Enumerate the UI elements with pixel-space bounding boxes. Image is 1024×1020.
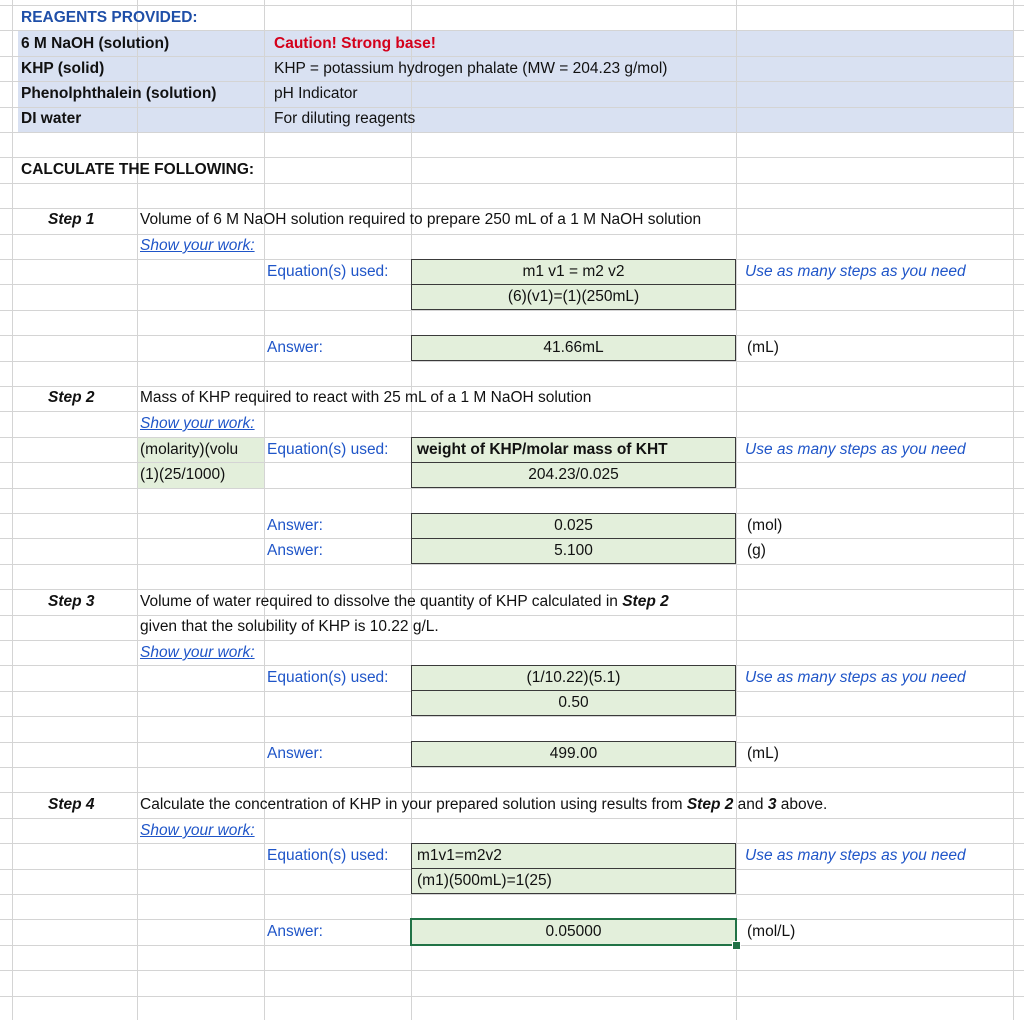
step1-description: Volume of 6 M NaOH solution required to prepare 250 mL of a 1 M NaOH solution	[140, 211, 702, 228]
step4-answer-label: Answer:	[267, 923, 323, 940]
step4-equation-cell-1[interactable]: m1v1=m2v2	[411, 843, 736, 869]
step3-answer-cell[interactable]: 499.00	[411, 741, 736, 767]
step4-desc-end: above.	[776, 796, 828, 813]
reagents-header: REAGENTS PROVIDED:	[21, 9, 198, 26]
step4-equation-cell-2[interactable]: (m1)(500mL)=1(25)	[411, 868, 736, 894]
step2-description: Mass of KHP required to react with 25 mL of a 1 M NaOH solution	[140, 389, 592, 406]
step3-description-line1	[140, 589, 669, 614]
step1-answer-cell[interactable]: 41.66mL	[411, 335, 736, 361]
reagent-note-phenolphthalein: pH Indicator	[274, 85, 358, 102]
step2-answer-cell-g[interactable]: 5.100	[411, 538, 736, 564]
step3-equations-label: Equation(s) used:	[267, 669, 389, 686]
step2-steps-note: Use as many steps as you need	[745, 441, 966, 458]
step3-equation-cell-1[interactable]: (1/10.22)(5.1)	[411, 665, 736, 691]
step2-answer-label-1: Answer:	[267, 517, 323, 534]
reagent-note-water: For diluting reagents	[274, 110, 416, 127]
reagent-name-naoh: 6 M NaOH (solution)	[21, 35, 170, 52]
step4-unit: (mol/L)	[747, 923, 796, 940]
step3-desc-text: Volume of water required to dissolve the quantity of KHP calculated in	[140, 593, 623, 610]
step1-steps-note: Use as many steps as you need	[745, 263, 966, 280]
step2-side-note-2[interactable]: (1)(25/1000)	[140, 466, 226, 483]
step4-label: Step 4	[48, 796, 95, 813]
step3-label: Step 3	[48, 593, 95, 610]
step4-answer-cell-selected[interactable]: 0.05000	[410, 918, 737, 946]
step1-unit: (mL)	[747, 339, 779, 356]
step2-unit-mol: (mol)	[747, 517, 783, 534]
step2-equation-cell-1[interactable]: weight of KHP/molar mass of KHT	[411, 437, 736, 463]
step3-answer-label: Answer:	[267, 745, 323, 762]
step2-equations-label: Equation(s) used:	[267, 441, 389, 458]
step3-desc-step-ref: Step 2	[622, 593, 669, 610]
step1-answer-label: Answer:	[267, 339, 323, 356]
step4-desc-text: Calculate the concentration of KHP in your prepared solution using results from	[140, 796, 687, 813]
step2-label: Step 2	[48, 389, 95, 406]
step4-desc-step-ref-2: Step 2	[686, 796, 734, 813]
fill-handle[interactable]	[732, 941, 741, 950]
calculate-header: CALCULATE THE FOLLOWING:	[21, 161, 255, 178]
step1-equation-cell-1[interactable]: m1 v1 = m2 v2	[411, 259, 736, 285]
step4-equations-label: Equation(s) used:	[267, 847, 389, 864]
step2-answer-label-2: Answer:	[267, 542, 323, 559]
step1-label: Step 1	[48, 211, 95, 228]
step3-steps-note: Use as many steps as you need	[745, 669, 966, 686]
step2-show-work-link[interactable]: Show your work:	[140, 415, 255, 432]
reagent-name-khp: KHP (solid)	[21, 60, 105, 77]
step1-show-work-link[interactable]: Show your work:	[140, 237, 255, 254]
step4-show-work-link[interactable]: Show your work:	[140, 822, 255, 839]
step2-answer-cell-mol[interactable]: 0.025	[411, 513, 736, 539]
step2-side-note-1[interactable]: (molarity)(volu	[140, 441, 239, 458]
step2-equation-cell-2[interactable]: 204.23/0.025	[411, 462, 736, 488]
step4-desc-and: and	[733, 796, 768, 813]
reagent-note-khp: KHP = potassium hydrogen phalate (MW = 204.23 g/mol)	[274, 60, 668, 77]
step1-equation-cell-2[interactable]: (6)(v1)=(1)(250mL)	[411, 284, 736, 310]
step2-unit-g: (g)	[747, 542, 766, 559]
step3-equation-cell-2[interactable]: 0.50	[411, 690, 736, 716]
step1-equations-label: Equation(s) used:	[267, 263, 389, 280]
step3-show-work-link[interactable]: Show your work:	[140, 644, 255, 661]
step3-unit: (mL)	[747, 745, 779, 762]
reagent-caution: Caution! Strong base!	[274, 35, 436, 52]
reagent-name-water: DI water	[21, 110, 82, 127]
reagent-name-phenolphthalein: Phenolphthalein (solution)	[21, 85, 217, 102]
step4-steps-note: Use as many steps as you need	[745, 847, 966, 864]
step4-description	[140, 792, 827, 817]
step4-desc-step-ref-3: 3	[767, 796, 777, 813]
step3-description-line2: given that the solubility of KHP is 10.22 g/L.	[140, 618, 439, 635]
